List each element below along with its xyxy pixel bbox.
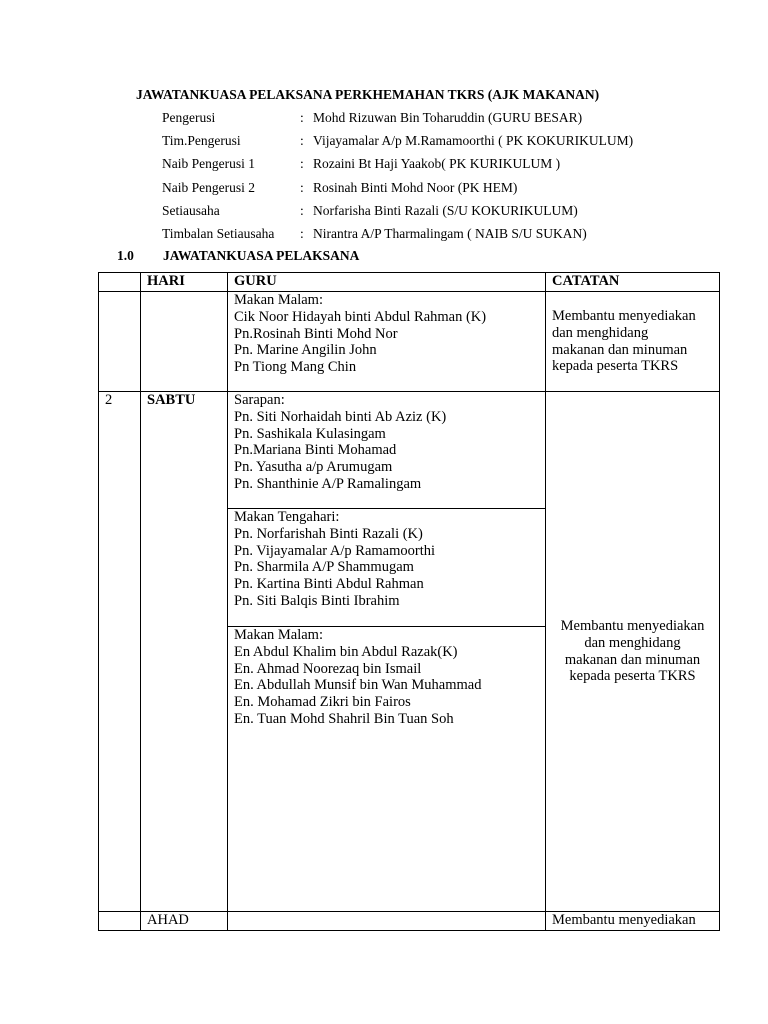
row-day: AHAD: [141, 912, 228, 931]
header-guru: GURU: [228, 273, 546, 292]
teacher-name: Pn. Norfarishah Binti Razali (K): [234, 525, 423, 542]
header-hari: HARI: [141, 273, 228, 292]
committee-member: Nirantra A/P Tharmalingam ( NAIB S/U SUKAN): [313, 225, 587, 241]
teacher-name: Pn. Sharmila A/P Shammugam: [234, 559, 414, 576]
committee-separator: :: [300, 156, 304, 172]
teacher-name: Pn. Vijayamalar A/p Ramamoorthi: [234, 542, 436, 559]
teacher-name: En Abdul Khalim bin Abdul Razak(K): [234, 643, 458, 660]
catatan-line: dan menghidang: [552, 324, 649, 341]
catatan-line: Membantu menyediakan: [560, 617, 705, 634]
teacher-name: Pn. Yasutha a/p Arumugam: [234, 459, 393, 476]
table-row: [99, 392, 720, 509]
meal-label: Makan Malam:: [234, 292, 323, 308]
row-catatan: [546, 292, 720, 392]
row-catatan: Membantu menyediakan: [546, 912, 720, 931]
catatan-line: Membantu menyediakan: [552, 308, 696, 324]
committee-separator: :: [300, 179, 304, 195]
committee-separator: :: [300, 202, 304, 218]
table-row: [99, 292, 720, 392]
catatan-line: makanan dan minuman: [564, 651, 701, 668]
meal-block-sarapan: [228, 392, 546, 509]
teacher-name: Pn. Sashikala Kulasingam: [234, 425, 386, 442]
committee-separator: :: [300, 110, 304, 125]
table-header-row: [99, 273, 720, 292]
meal-label: Sarapan:: [234, 392, 285, 408]
teacher-name: Pn. Siti Norhaidah binti Ab Aziz (K): [234, 408, 447, 425]
teacher-name: En. Ahmad Noorezaq bin Ismail: [234, 660, 422, 677]
catatan-line: dan menghidang: [584, 634, 681, 651]
catatan-line: makanan dan minuman: [552, 341, 688, 358]
row-teachers: [228, 292, 546, 392]
committee-role: Naib Pengerusi 1: [162, 156, 255, 172]
committee-role: Timbalan Setiausaha: [162, 225, 275, 241]
header-no: [99, 273, 141, 292]
meal-label: Makan Tengahari:: [234, 509, 340, 525]
committee-role: Pengerusi: [162, 110, 216, 125]
row-number: [99, 912, 141, 931]
document-title: JAWATANKUASA PELAKSANA PERKHEMAHAN TKRS (AJK MAKANAN): [136, 87, 600, 102]
row-number: [99, 292, 141, 392]
teacher-name: En. Mohamad Zikri bin Fairos: [234, 694, 411, 711]
teacher-name: Pn.Mariana Binti Mohamad: [234, 442, 397, 459]
teacher-name: Cik Noor Hidayah binti Abdul Rahman (K): [234, 308, 487, 325]
committee-role: Tim.Pengerusi: [162, 133, 241, 149]
meal-label: Makan Malam:: [234, 627, 323, 643]
teacher-name: Pn. Shanthinie A/P Ramalingam: [234, 475, 422, 492]
teacher-name: En. Tuan Mohd Shahril Bin Tuan Soh: [234, 710, 454, 727]
teacher-name: Pn Tiong Mang Chin: [234, 359, 357, 376]
row-catatan: [546, 392, 720, 912]
teacher-name: Pn. Siti Balqis Binti Ibrahim: [234, 592, 400, 609]
committee-member: Vijayamalar A/p M.Ramamoorthi ( PK KOKURIKULUM): [313, 133, 634, 149]
teacher-name: Pn. Marine Angilin John: [234, 342, 377, 359]
teacher-name: Pn.Rosinah Binti Mohd Nor: [234, 325, 398, 342]
committee-member: Rozaini Bt Haji Yaakob( PK KURIKULUM ): [313, 156, 561, 172]
row-day: [141, 292, 228, 392]
row-teachers: [228, 912, 546, 931]
row-number: 2: [99, 392, 141, 912]
section-title: JAWATANKUASA PELAKSANA: [163, 248, 360, 263]
duty-table: [98, 272, 720, 931]
committee-separator: :: [300, 225, 304, 241]
teacher-name: Pn. Kartina Binti Abdul Rahman: [234, 576, 424, 593]
committee-role: Naib Pengerusi 2: [162, 179, 255, 195]
meal-block-tengahari: [228, 509, 546, 627]
committee-separator: :: [300, 133, 304, 149]
meal-block-malam: [228, 627, 546, 912]
row-day: SABTU: [141, 392, 228, 912]
committee-role: Setiausaha: [162, 202, 220, 218]
committee-member: Norfarisha Binti Razali (S/U KOKURIKULUM): [313, 202, 578, 218]
section-heading: [117, 248, 359, 264]
committee-member: Rosinah Binti Mohd Noor (PK HEM): [313, 179, 518, 195]
table-row: [99, 912, 720, 931]
teacher-name: En. Abdullah Munsif bin Wan Muhammad: [234, 677, 482, 694]
catatan-line: kepada peserta TKRS: [569, 668, 696, 685]
committee-member: Mohd Rizuwan Bin Toharuddin (GURU BESAR): [313, 110, 583, 125]
header-catatan: CATATAN: [546, 273, 720, 292]
catatan-line: kepada peserta TKRS: [552, 358, 679, 375]
section-number: 1.0: [117, 248, 134, 263]
